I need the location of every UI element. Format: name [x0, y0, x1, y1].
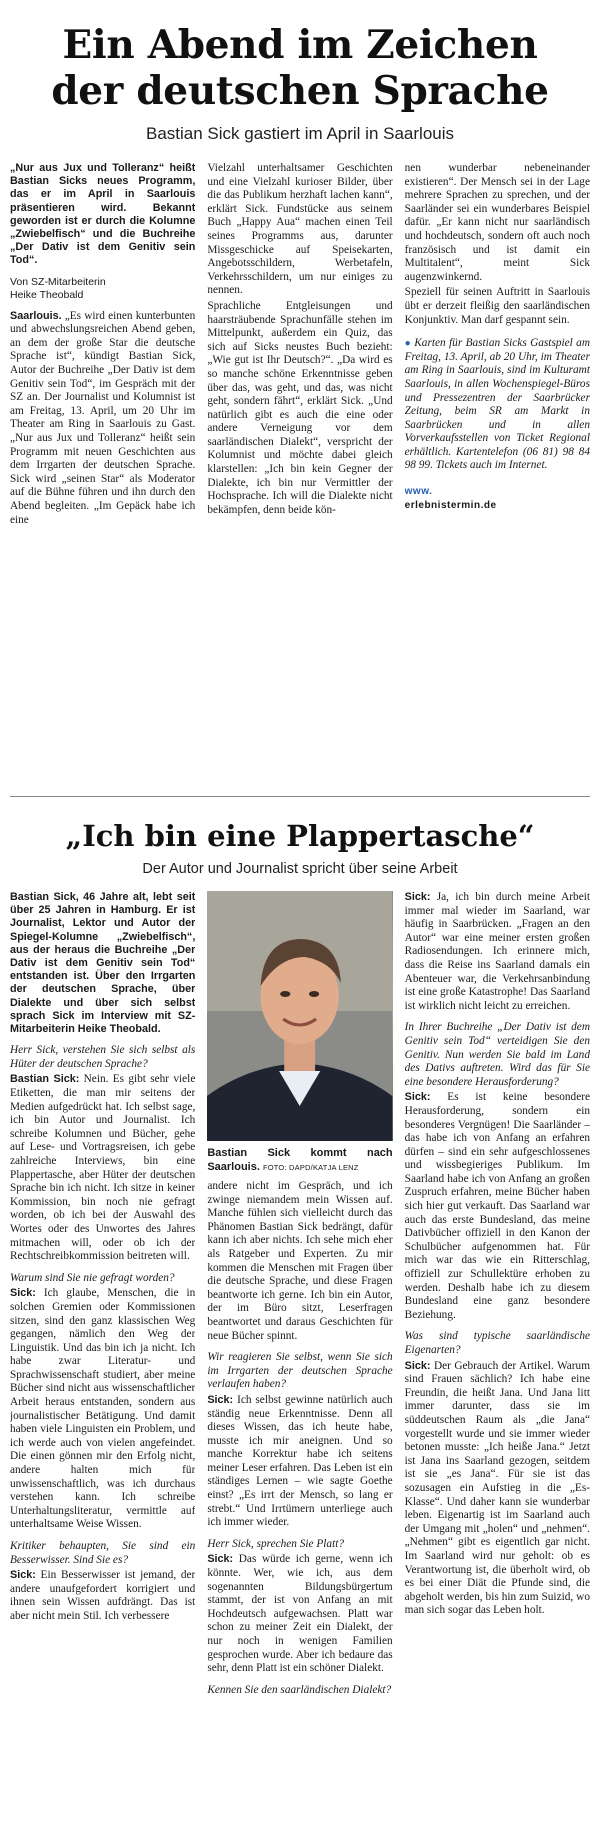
- answer-4: Sick: Ich selbst gewinne natürlich auch ständig neue Erkenntnisse. Denn all dieses Wissen, das ich heute habe, musste ich mir aneignen. Und so manche Korrektur habe ich seitens meiner Leser erfahren. Das Leben ist ein ständiges Lernen – wie sagte Goethe einst? „Es irrt der Mensch, so lang er strebt.“ Und Irrtümern unterliege auch ich immer wieder.: [207, 1393, 393, 1529]
- article2-columns: [10, 891, 590, 1831]
- web-prefix: www.: [404, 486, 433, 498]
- web-link[interactable]: [405, 485, 590, 512]
- question-1: Herr Sick, verstehen Sie sich selbst als Hüter der deutschen Sprache?: [10, 1044, 196, 1070]
- article1-byline: [10, 276, 195, 302]
- article2-col1: [10, 891, 195, 1831]
- answer-2: Sick: Ich glaube, Menschen, die in solchen Gremien oder Kommissionen sitzen, sind den ganz klassischen Weg gegangen, nämlich den Weg der Linguistik. Und das bin ich ja nicht. Ich habe zwar Literatur- und Sprachwissenschaft studiert, aber meine Bücher sind nicht aus wissenschaftlicher Arbeit heraus entstanden, sondern aus journalistischer Betätigung. Und damit haben viele Linguisten ein Problem, und ich werde auch von vielen angefeindet. Die einen gönnen mir den Erfolg nicht, andere halten mich für unwissenschaftlich, was ich durchaus verstehen kann. Ich schreibe Unterhaltungsliteratur, vermittle auf unterhaltsame Weise Wissen.: [10, 1287, 196, 1531]
- article1-col1: [10, 162, 195, 782]
- answer-1: Bastian Sick: Nein. Es gibt sehr viele Etiketten, die man mir seitens der Medien aufgedrückt hat. Ich selbst sage, ich bin Autor und Journalist. Ich schreibe Kolumnen und Bücher, gehe auf Lese- und Vortragsreisen, ich gebe zahlreiche Interviews, bin eine Plappertasche, aber Hüter der deutschen Sprache bin ich nicht. Ich sitze in keiner Kommission, bin noch nie gefragt worden, ob ich bei der Auswahl des Wortes oder des Unwortes des Jahres mitmachen will, oder ob ich der Rechtschreibkommission beitreten will.: [10, 1073, 196, 1263]
- speaker-label: Sick:: [207, 1393, 234, 1406]
- bullet-icon: ●: [404, 338, 412, 350]
- article2-subheadline: Der Autor und Journalist spricht über seine Arbeit: [142, 861, 458, 877]
- photo-credit: FOTO: DAPD/KATJA LENZ: [262, 1162, 359, 1172]
- question-5: Herr Sick, sprechen Sie Platt?: [207, 1537, 345, 1550]
- article1-body-p2: Vielzahl unterhaltsamer Geschichten und eine Vielzahl kurioser Bilder, über die das Publikum herzhaft lachen kann“, erklärt Sick. Fundstücke aus seinem Buch „Happy Aua“ machen einen Teil seines Programms aus, darunter Missgeschicke auf Speisekarten, Angebotsschildern, Werbetafeln, Verkehrsschildern, um nur einiges zu nennen.: [207, 162, 393, 297]
- ticket-info-text: Karten für Bastian Sicks Gastspiel am Freitag, 13. April, ab 20 Uhr, im Theater am Ring in Saarlouis, sind im Kulturamt Saarlouis, in allen Wochenspiegel-Büros und Pressezentren der Saarbrücker Zeitung, beim SR am Markt in Saarbrücken und in allen Vorverkaufsstellen von Ticket Regional erhältlich. Kartentelefon (06 81) 98 84 98 99. Tickets auch im Internet.: [404, 337, 590, 472]
- article1-col3: [405, 162, 590, 782]
- byline-line2: Heike Theobald: [10, 288, 84, 301]
- speaker-label: Bastian Sick:: [10, 1073, 80, 1086]
- body-p1-text: „Es wird einen kunterbunten und abwechslungsreichen Abend geben, an dem der große Star die deutsche Sprache ist“, kündigt Bastian Sick, Autor der Buchreihe „Der Dativ ist dem Genitiv sein Tod“, im Gespräch mit der SZ an. Der Journalist und Kolumnist ist am Freitag, 13. April, um 20 Uhr im Theater am Ring in Saarlouis zu Gast. „Nur aus Jux und Tolleranz“ heißt sein Programm mit neuen Geschichten aus dem Irrgarten der deutschen Sprache. Sick wird „seinen Star“ als Moderator auf die Bühne führen und ihn durch den Abend begleiten. „Im Gepäck habe ich eine: [10, 309, 196, 526]
- article1-body-p4: nen wunderbar nebeneinander existieren“. Der Mensch sei in der Lage mehrere Sprachen zu sprechen, und der Saarländer sei ein wunderbares Beispiel dafür. „Er kann nicht nur saarländisch und hochdeutsch, sondern oft auch noch französisch und ist damit ein Multitalent“, meint Sick augenzwinkernd.: [404, 162, 590, 283]
- question-6: Kennen Sie den saarländischen Dialekt?: [207, 1683, 392, 1696]
- dateline: Saarlouis.: [10, 309, 62, 322]
- portrait-illustration: [207, 891, 392, 1141]
- article2-headline: „Ich bin eine Plappertasche“: [65, 819, 535, 853]
- answer-7: Sick: Es ist keine besondere Herausforderung, sondern ein besonderes Vergnügen! Die Saarländer – das habe ich von Anfang an erfahren dürfen – sind ein sehr aufgeschlossenes und wissbegieriges Publikum. Im Saarland habe ich von Anfang an großen Zuspruch erfahren, meine Bücher haben sich hier gut verkauft. Das Saarland war auch das erste Bundesland, das meine Dativbücher offiziell in den Kanon der Schulbücher aufgenommen hat. Für mich war das wie ein Ritterschlag, offiziell zur Schullektüre erhoben zu werden. Deshalb habe ich zu diesem Bundesland eine ganz besondere Beziehung.: [404, 1091, 590, 1321]
- question-7: In Ihrer Buchreihe „Der Dativ ist dem Genitiv sein Tod“ verteidigen Sie den Genitiv. Nun werden Sie bald im Land des Dativs auftreten. Wird das für Sie eine besondere Herausforderung?: [404, 1021, 590, 1088]
- article1-body-p1: [10, 310, 195, 528]
- speaker-label: Sick:: [207, 1553, 234, 1566]
- article2-col2: [207, 891, 392, 1831]
- web-url: erlebnistermin.de: [404, 499, 497, 511]
- article1-headline: [10, 0, 590, 114]
- question-2: Warum sind Sie nie gefragt worden?: [10, 1271, 175, 1284]
- headline-line2: der deutschen Sprache: [51, 68, 549, 114]
- photo-caption: Bastian Sick kommt nach Saarlouis. FOTO: DAPD/KATJA LENZ: [207, 1147, 393, 1173]
- ticket-info-box: [405, 337, 590, 473]
- portrait-photo: [207, 891, 392, 1141]
- speaker-label: Sick:: [10, 1569, 36, 1582]
- article1-body-p5: Speziell für seinen Auftritt in Saarlouis übt er derzeit fleißig den saarländischen Konjunktiv. Man darf gespannt sein.: [404, 286, 590, 326]
- section-divider: [10, 796, 590, 797]
- article1-lead: „Nur aus Jux und Tolleranz“ heißt Bastian Sicks neues Programm, das er im April in Saarlouis präsentieren wird. Bekannt geworden ist er durch die Kolumne „Zwiebelfisch“ und die Buchreihe „Der Dativ ist dem Genitiv sein Tod“.: [10, 162, 196, 267]
- article2-lead: Bastian Sick, 46 Jahre alt, lebt seit über 25 Jahren in Hamburg. Er ist Journalist, Lektor und Autor der Spiegel-Kolumne „Zwiebelfisch“, aus der heraus die Buchreihe „Der Dativ ist dem Genitiv sein Tod“ entstanden ist. Über den Irrgarten der deutschen Sprache, über Dialekte und über sich selbst sprach Sick im Interview mit SZ-Mitarbeiterin Heike Theobald.: [10, 891, 196, 1036]
- article1-body-p3: Sprachliche Entgleisungen und haarsträubende Sprachunfälle stehen im Mittelpunkt, außerdem ein Quiz, das sich auf Sicks neustes Buch bezieht: „Wie gut ist Ihr Deutsch?“. „Da wird es so manche schöne Erkenntnisse geben über das, was geht, und das, was nicht geht, sondern fährt“, erklärt Sick. „Und natürlich gibt es auch die eine oder andere Verneigung vor dem saarländischen Dialekt“, verspricht der Kolumnist und möchte dabei gleich klarstellen: „Ich bin kein Gegner der Dialekte, ich bin nur Vermittler der Hochsprache. Ich will die Dialekte nicht bekämpfen, denn beide kön-: [207, 299, 393, 516]
- headline-line1: Ein Abend im Zeichen: [62, 22, 538, 68]
- answer-8: Sick: Der Gebrauch der Artikel. Warum sind Frauen sächlich? Ich habe eine Freundin, die heißt Jana. Und Jana litt immer darunter, dass sie im süddeutschen Raum als „die Jana“ vorgestellt wurde und sie immer wieder betonen musste: „Ich heiße Jana.“ Jetzt ist Jana ins Saarland gezogen, seitdem ist sie „es Jana“. Für sie ist das sozusagen ein Aufstieg in die „Es-Klasse“. Und daher kann sie wunderbar leben. Eigenartig ist im Saarland auch der Umgang mit „holen“ und „nehmen“. „Nehmen“ gibt es eigentlich gar nicht. Im Saarland wird nur geholt: ob es Verantwortung ist, die überholt wird, ob es bei einer Diät die Pfunde sind, die abgeholt werden, bis hin zum Suizid, wo man sich sogar das Leben holt.: [404, 1359, 590, 1617]
- question-3: Kritiker behaupten, Sie sind ein Besserwisser. Sind Sie es?: [10, 1540, 196, 1566]
- question-4: Wir reagieren Sie selbst, wenn Sie sich im Irrgarten der deutschen Sprache verlaufen haben?: [207, 1351, 393, 1391]
- speaker-label: Sick:: [10, 1287, 36, 1300]
- article1-columns: [10, 162, 590, 782]
- speaker-label: Sick:: [404, 891, 431, 903]
- answer-3: Sick: Ein Besserwisser ist jemand, der andere unaufgefordert korrigiert und ihnen sein Wissen aufdrängt. Das ist aber nicht mein Stil. Ich verbessere: [10, 1569, 196, 1622]
- byline-line1: Von SZ-Mitarbeiterin: [10, 275, 106, 288]
- answer-5: Sick: Das würde ich gerne, wenn ich könnte. Wer, wie ich, aus dem sogenannten Bildungsbürgertum stammt, der ist von Anfang an mit Hochdeutsch aufgewachsen. Platt war schon zu meiner Zeit ein Dialekt, der nur noch in wenigen Familien gesprochen wurde. Aber ich bedaure das sehr, denn Platt ist ein schöner Dialekt.: [207, 1553, 393, 1675]
- article1-subheadline: Bastian Sick gastiert im April in Saarlouis: [145, 124, 455, 143]
- article2-col3: [405, 891, 590, 1831]
- article1-col2: [207, 162, 392, 782]
- answer-3-continued: andere nicht im Gespräch, und ich zwinge niemandem mein Wissen auf. Manche fühlen sich vielleicht durch das Phänomen Bastian Sick bedrängt, dafür kann ich aber nichts. Ich sehe mich eher als Ratgeber und Experten. Zu mir kommen die Menschen mit Fragen über die deutsche Sprache, und diese Fragen beantworte ich gerne. Ich bin ein Autor, der im Büro sitzt, Leserfragen beantwortet und daraus Geschichten für neue Bücher spinnt.: [207, 1180, 393, 1342]
- question-8: Was sind typische saarländische Eigenarten?: [404, 1330, 590, 1356]
- speaker-label: Sick:: [404, 1091, 431, 1104]
- speaker-label: Sick:: [404, 1359, 431, 1372]
- answer-6: Sick: Ja, ich bin durch meine Arbeit immer mal wieder im Saarland, war häufig in Saarbrücken. „Fragen an den Autor“ war eine meiner ersten großen Radiosendungen. Ich erinnere mich, dass die Reise ins Saarland damals ein Abenteuer war, die Verkehrsanbindung ist eine große Katastrophe! Das Saarland ist wirklich nicht leicht zu erreichen.: [404, 891, 590, 1012]
